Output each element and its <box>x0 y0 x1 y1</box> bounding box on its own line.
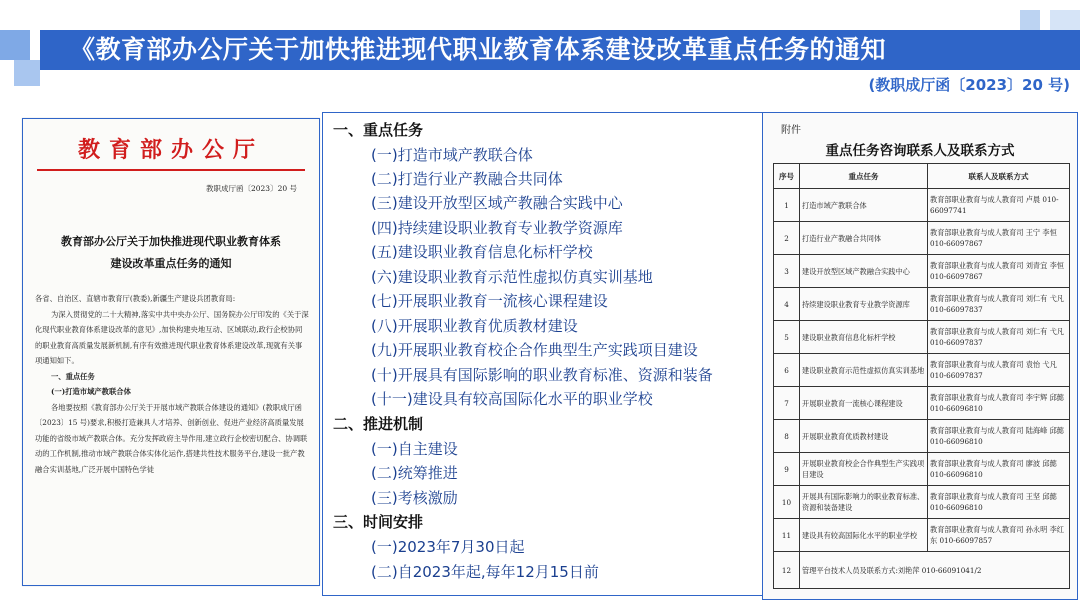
row-task: 开展职业教育优质教材建设 <box>800 420 928 453</box>
section-heading-key-tasks: 一、重点任务 <box>333 121 424 139</box>
list-item: (一)2023年7月30日起 <box>371 538 525 556</box>
list-item: (八)开展职业教育优质教材建设 <box>371 317 578 335</box>
list-item: (二)打造行业产教融合共同体 <box>371 170 563 188</box>
table-row <box>774 387 1070 420</box>
document-issuer: 教育部办公厅 <box>77 137 264 163</box>
row-number: 6 <box>774 354 800 387</box>
row-task: 建设职业教育信息化标杆学校 <box>800 321 928 354</box>
row-number: 5 <box>774 321 800 354</box>
document-paragraph: 为深入贯彻党的二十大精神,落实中共中央办公厅、国务院办公厅印发的《关于深化现代职业教育体系建设改革的意见》,加快构建央地互动、区域联动,政行企校协同的职业教育高质量发展新机制,有序有效推进现代职业教育体系建设改革,现就有关事项通知如下。 <box>35 309 309 365</box>
row-task: 建设开放型区域产教融合实践中心 <box>800 255 928 288</box>
document-title-line-2: 建设改革重点任务的通知 <box>110 257 232 270</box>
section-heading-mechanism: 二、推进机制 <box>333 415 424 433</box>
header-decoration-left <box>0 30 42 88</box>
column-header: 序号 <box>774 164 800 189</box>
document-title <box>35 231 307 275</box>
table-row <box>774 552 1070 589</box>
table-row <box>774 255 1070 288</box>
table-row <box>774 519 1070 552</box>
document-title-line-1: 教育部办公厅关于加快推进现代职业教育体系 <box>61 235 281 248</box>
column-header: 重点任务 <box>800 164 928 189</box>
row-task: 开展职业教育校企合作典型生产实践项目建设 <box>800 453 928 486</box>
column-header: 联系人及联系方式 <box>928 164 1070 189</box>
list-item: (三)建设开放型区域产教融合实践中心 <box>371 194 623 212</box>
row-number: 4 <box>774 288 800 321</box>
document-subheading: (一)打造市域产教联合体 <box>51 387 131 396</box>
document-body <box>35 291 309 477</box>
row-contact: 教育部职业教育与成人教育司 王宁 李恒 010-66097867 <box>928 222 1070 255</box>
row-contact: 教育部职业教育与成人教育司 李宇辉 邱懿 010-66096810 <box>928 387 1070 420</box>
document-paragraph: 各地要按照《教育部办公厅关于开展市域产教联合体建设的通知》(教职成厅函〔2023〕15 号)要求,积极打造兼具人才培养、创新创业、促进产业经济高质量发展功能的省级市域产教联合体。充分发挥政府主导作用,建立政行企校密切配合、协调联动的工作机制,推动市域产教联合体实体化运作,搭建共性技术服务平台,建设一批产教融合实训基地,广泛开展中国特色学徒 <box>35 402 308 474</box>
page-title: 《教育部办公厅关于加快推进现代职业教育体系建设改革重点任务的通知 <box>70 35 887 64</box>
table-row <box>774 453 1070 486</box>
annex-contact-table-scan <box>762 112 1078 600</box>
row-number: 3 <box>774 255 800 288</box>
row-contact: 教育部职业教育与成人教育司 卢晨 010-66097741 <box>928 189 1070 222</box>
row-number: 10 <box>774 486 800 519</box>
list-item: (六)建设职业教育示范性虚拟仿真实训基地 <box>371 268 653 286</box>
row-contact: 教育部职业教育与成人教育司 袁怡 弋凡 010-66097837 <box>928 354 1070 387</box>
row-platform-contact: 管理平台技术人员及联系方式:刘艳萍 010-66091041/2 <box>800 552 1070 589</box>
table-header-row <box>774 164 1070 189</box>
list-item: (二)统筹推进 <box>371 464 458 482</box>
red-divider-line <box>37 169 305 171</box>
document-reference: (教职成厅函〔2023〕20 号) <box>868 76 1070 94</box>
row-contact: 教育部职业教育与成人教育司 刘青宜 李恒 010-66097867 <box>928 255 1070 288</box>
row-task: 持续建设职业教育专业教学资源库 <box>800 288 928 321</box>
annex-title: 重点任务咨询联系人及联系方式 <box>825 143 1015 159</box>
list-item: (三)考核激励 <box>371 489 458 507</box>
row-task: 建设具有较高国际化水平的职业学校 <box>800 519 928 552</box>
annex-label: 附件 <box>781 125 801 136</box>
section-heading-schedule: 三、时间安排 <box>333 513 424 531</box>
document-section-heading: 一、重点任务 <box>51 371 95 381</box>
row-number: 12 <box>774 552 800 589</box>
table-row <box>774 189 1070 222</box>
row-number: 1 <box>774 189 800 222</box>
row-contact: 教育部职业教育与成人教育司 刘仁有 弋凡 010-66097837 <box>928 288 1070 321</box>
row-contact: 教育部职业教育与成人教育司 孙永明 李红东 010-66097857 <box>928 519 1070 552</box>
table-row <box>774 486 1070 519</box>
list-item: (七)开展职业教育一流核心课程建设 <box>371 292 608 310</box>
row-contact: 教育部职业教育与成人教育司 廖波 邱懿 010-66096810 <box>928 453 1070 486</box>
row-contact: 教育部职业教育与成人教育司 王坚 邱懿 010-66096810 <box>928 486 1070 519</box>
header-decoration-right <box>1020 10 1080 30</box>
list-item: (五)建设职业教育信息化标杆学校 <box>371 243 593 261</box>
row-contact: 教育部职业教育与成人教育司 陆海峰 邱懿 010-66096810 <box>928 420 1070 453</box>
row-number: 7 <box>774 387 800 420</box>
list-item: (二)自2023年起,每年12月15日前 <box>371 563 599 581</box>
list-item: (一)打造市域产教联合体 <box>371 146 533 164</box>
row-task: 打造市域产教联合体 <box>800 189 928 222</box>
list-item: (四)持续建设职业教育专业教学资源库 <box>371 219 623 237</box>
official-document-scan <box>22 118 320 586</box>
row-task: 开展具有国际影响力的职业教育标准、资源和装备建设 <box>800 486 928 519</box>
row-number: 9 <box>774 453 800 486</box>
document-number: 教职成厅函〔2023〕20 号 <box>205 184 297 193</box>
list-item: (一)自主建设 <box>371 440 458 458</box>
row-number: 2 <box>774 222 800 255</box>
table-row <box>774 354 1070 387</box>
list-item: (九)开展职业教育校企合作典型生产实践项目建设 <box>371 341 698 359</box>
table-row <box>774 420 1070 453</box>
list-item: (十)开展具有国际影响的职业教育标准、资源和装备 <box>371 366 713 384</box>
contact-table <box>773 163 1070 589</box>
row-task: 打造行业产教融合共同体 <box>800 222 928 255</box>
row-number: 8 <box>774 420 800 453</box>
row-contact: 教育部职业教育与成人教育司 刘仁有 弋凡 010-66097837 <box>928 321 1070 354</box>
document-addressee: 各省、自治区、直辖市教育厅(教委),新疆生产建设兵团教育局: <box>35 294 236 303</box>
table-row <box>774 288 1070 321</box>
list-item: (十一)建设具有较高国际化水平的职业学校 <box>371 390 653 408</box>
table-row <box>774 321 1070 354</box>
task-list-panel <box>322 112 812 596</box>
row-task: 建设职业教育示范性虚拟仿真实训基地 <box>800 354 928 387</box>
row-number: 11 <box>774 519 800 552</box>
row-task: 开展职业教育一流核心课程建设 <box>800 387 928 420</box>
table-row <box>774 222 1070 255</box>
